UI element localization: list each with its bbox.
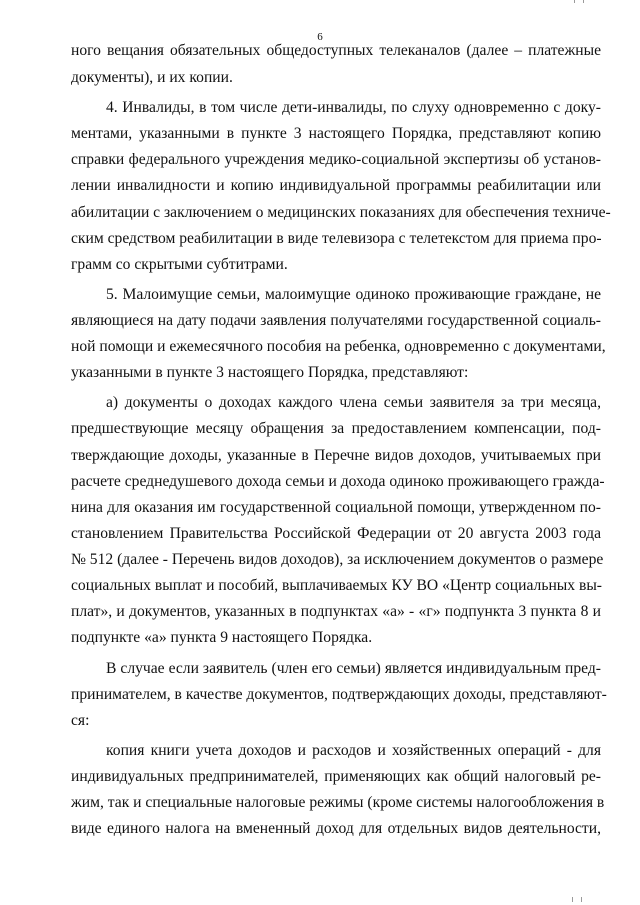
text-line: предшествующие месяцу обращения за предоставлением компенсации, под- <box>71 420 601 437</box>
text-line: нина для оказания им государственной социальной помощи, утвержденном по- <box>71 499 601 516</box>
text-line: лении инвалидности и копию индивидуальной программы реабилитации или <box>71 177 601 194</box>
text-line: а) документы о доходах каждого члена семьи заявителя за три месяца, <box>106 394 601 411</box>
text-line: В случае если заявитель (член его семьи) является индивидуальным пред- <box>106 660 601 677</box>
scan-artifact <box>583 0 584 3</box>
text-line: жим, так и специальные налоговые режимы (кроме системы налогообложения в <box>71 794 605 811</box>
text-line: грамм со скрытыми субтитрами. <box>71 256 288 273</box>
text-line: № 512 (далее - Перечень видов доходов), за исключением документов о размере <box>71 551 604 568</box>
text-line: являющиеся на дату подачи заявления получателями государственной социаль- <box>71 312 601 329</box>
text-line: ной помощи и ежемесячного пособия на ребенка, одновременно с документами, <box>71 338 606 355</box>
text-line: становлением Правительства Российской Федерации от 20 августа 2003 года <box>71 525 601 542</box>
text-line: виде единого налога на вмененный доход для отдельных видов деятельности, <box>71 820 601 837</box>
page-number: 6 <box>317 31 323 43</box>
text-line: ного вещания обязательных общедоступных телеканалов (далее – платежные <box>71 42 601 59</box>
text-line: социальных выплат и пособий, выплачиваемых КУ ВО «Центр социальных вы- <box>71 577 603 594</box>
text-line: ся: <box>71 712 90 729</box>
text-line: тверждающие доходы, указанные в Перечне видов доходов, учитываемых при <box>71 447 601 464</box>
scan-artifact <box>574 0 575 3</box>
text-line: расчете среднедушевого дохода семьи и дохода одиноко проживающего гражда- <box>71 473 605 490</box>
text-line: справки федерального учреждения медико-социальной экспертизы об установ- <box>71 151 601 168</box>
text-line: документы), и их копии. <box>71 69 233 86</box>
text-line: принимателем, в качестве документов, подтверждающих доходы, представляют- <box>71 686 607 703</box>
text-line: 4. Инвалиды, в том числе дети-инвалиды, по слуху одновременно с доку- <box>106 99 601 116</box>
text-line: подпункте «а» пункта 9 настоящего Порядка. <box>71 629 373 646</box>
scan-artifact <box>581 897 582 902</box>
text-line: плат», и документов, указанных в подпунктах «а» - «г» подпункта 3 пункта 8 и <box>71 603 601 620</box>
text-line: абилитации с заключением о медицинских показаниях для обеспечения техниче- <box>71 204 611 221</box>
scan-artifact <box>572 897 573 902</box>
text-line: копия книги учета доходов и расходов и хозяйственных операций - для <box>106 742 601 759</box>
text-line: индивидуальных предпринимателей, применяющих как общий налоговый ре- <box>71 768 601 785</box>
text-line: ментами, указанными в пункте 3 настоящего Порядка, представляют копию <box>71 125 601 142</box>
text-line: 5. Малоимущие семьи, малоимущие одиноко проживающие граждане, не <box>106 286 601 303</box>
text-line: указанными в пункте 3 настоящего Порядка, представляют: <box>71 364 469 381</box>
text-line: ским средством реабилитации в виде телевизора с телетекстом для приема про- <box>71 230 602 247</box>
